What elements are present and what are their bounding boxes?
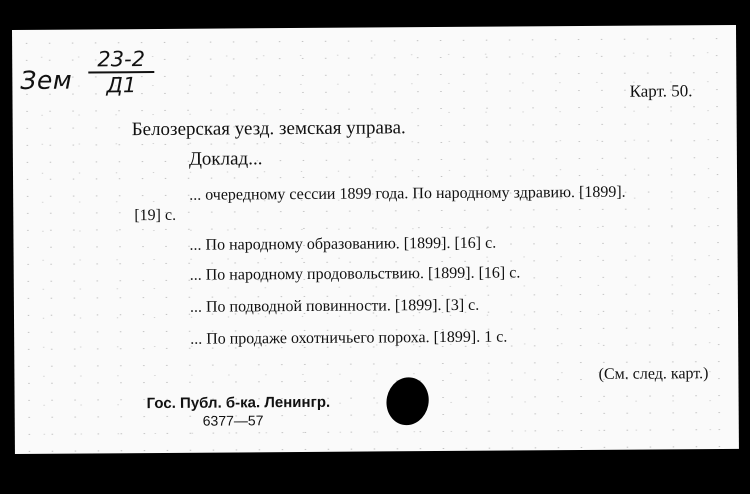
entry-line: ... очередному сессии 1899 года. По народному здравию. [1899]. (189, 183, 626, 204)
continuation-note: (См. след. карт.) (598, 365, 709, 383)
call-number-denominator: Д1 (106, 73, 137, 98)
entry-line: [19] с. (134, 206, 177, 225)
entry-line: ... По подводной повинности. [1899]. [3] с. (189, 296, 480, 316)
ink-blot (382, 374, 433, 429)
call-number-numerator: 23-2 (88, 47, 154, 73)
stamp-number: 6377—57 (202, 412, 264, 429)
call-number-prefix: Зем (20, 65, 73, 95)
entry-line: ... По народному продовольствию. [1899]. [16] с. (189, 264, 521, 284)
catalog-card (12, 25, 739, 454)
card-heading: Белозерская уезд. земская управа. (131, 117, 406, 141)
call-number-fraction (88, 47, 154, 97)
library-stamp: Гос. Публ. б-ка. Ленингр. (146, 393, 331, 413)
document-title: Доклад... (188, 148, 263, 170)
entry-line: ... По продаже охотничьего пороха. [1899]. 1 с. (190, 328, 508, 348)
card-number: Карт. 50. (629, 81, 693, 101)
entry-line: ... По народному образованию. [1899]. [16] с. (189, 234, 497, 254)
